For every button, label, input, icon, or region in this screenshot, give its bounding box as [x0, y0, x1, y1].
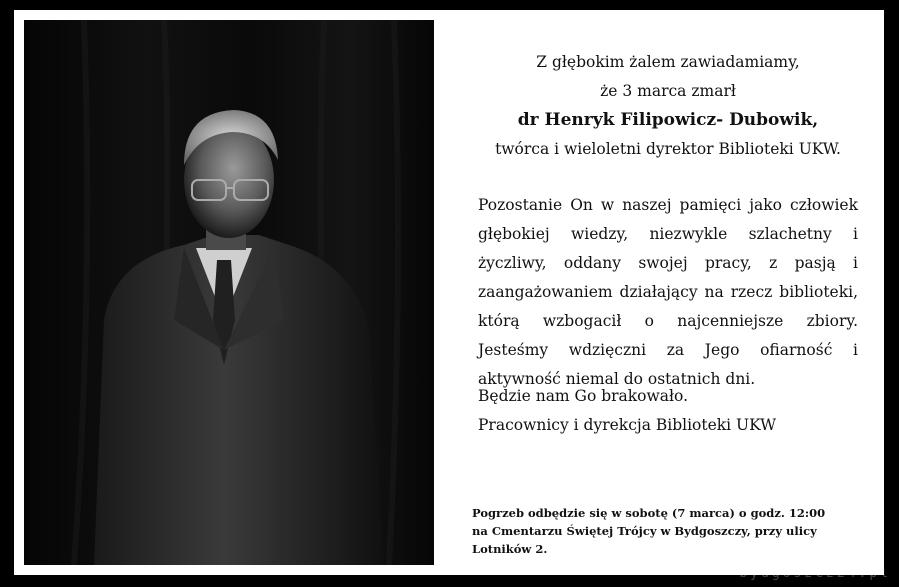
intro-line-1: Z głębokim żalem zawiadamiamy, — [536, 53, 800, 71]
intro-line-2: że 3 marca zmarł — [600, 82, 736, 100]
funeral-line-1: Pogrzeb odbędzie się w sobotę (7 marca) o godz. 12:00 — [472, 506, 826, 520]
closing — [478, 382, 868, 440]
watermark: bydgoszcz24.pl — [739, 566, 891, 581]
funeral-line-2: na Cmentarzu Świętej Trójcy w Bydgoszczy, przy ulicy Lotników 2. — [472, 524, 817, 556]
announcement-intro — [462, 48, 874, 164]
closing-line-1: Będzie nam Go brakowało. — [478, 387, 689, 405]
closing-line-2: Pracownicy i dyrekcja Biblioteki UKW — [478, 416, 777, 434]
deceased-role: twórca i wieloletni dyrektor Biblioteki UKW. — [495, 140, 841, 158]
funeral-info — [472, 504, 872, 558]
deceased-name: dr Henryk Filipowicz- Dubowik, — [517, 110, 819, 130]
obituary-card — [14, 10, 884, 575]
portrait-illustration — [24, 20, 434, 565]
obituary-text — [462, 10, 874, 575]
memorial-paragraph: Pozostanie On w naszej pamięci jako człowiek głębokiej wiedzy, niezwykle szlachetny i życzliwy, oddany swojej pracy, z pasją i zaangażowaniem działający na rzecz biblioteki, którą wzbogacił o najcenniejsze zbiory. Jesteśmy wdzięczni za Jego ofiarność i aktywność niemal do ostatnich dni. — [478, 196, 858, 388]
portrait-photo — [24, 20, 434, 565]
